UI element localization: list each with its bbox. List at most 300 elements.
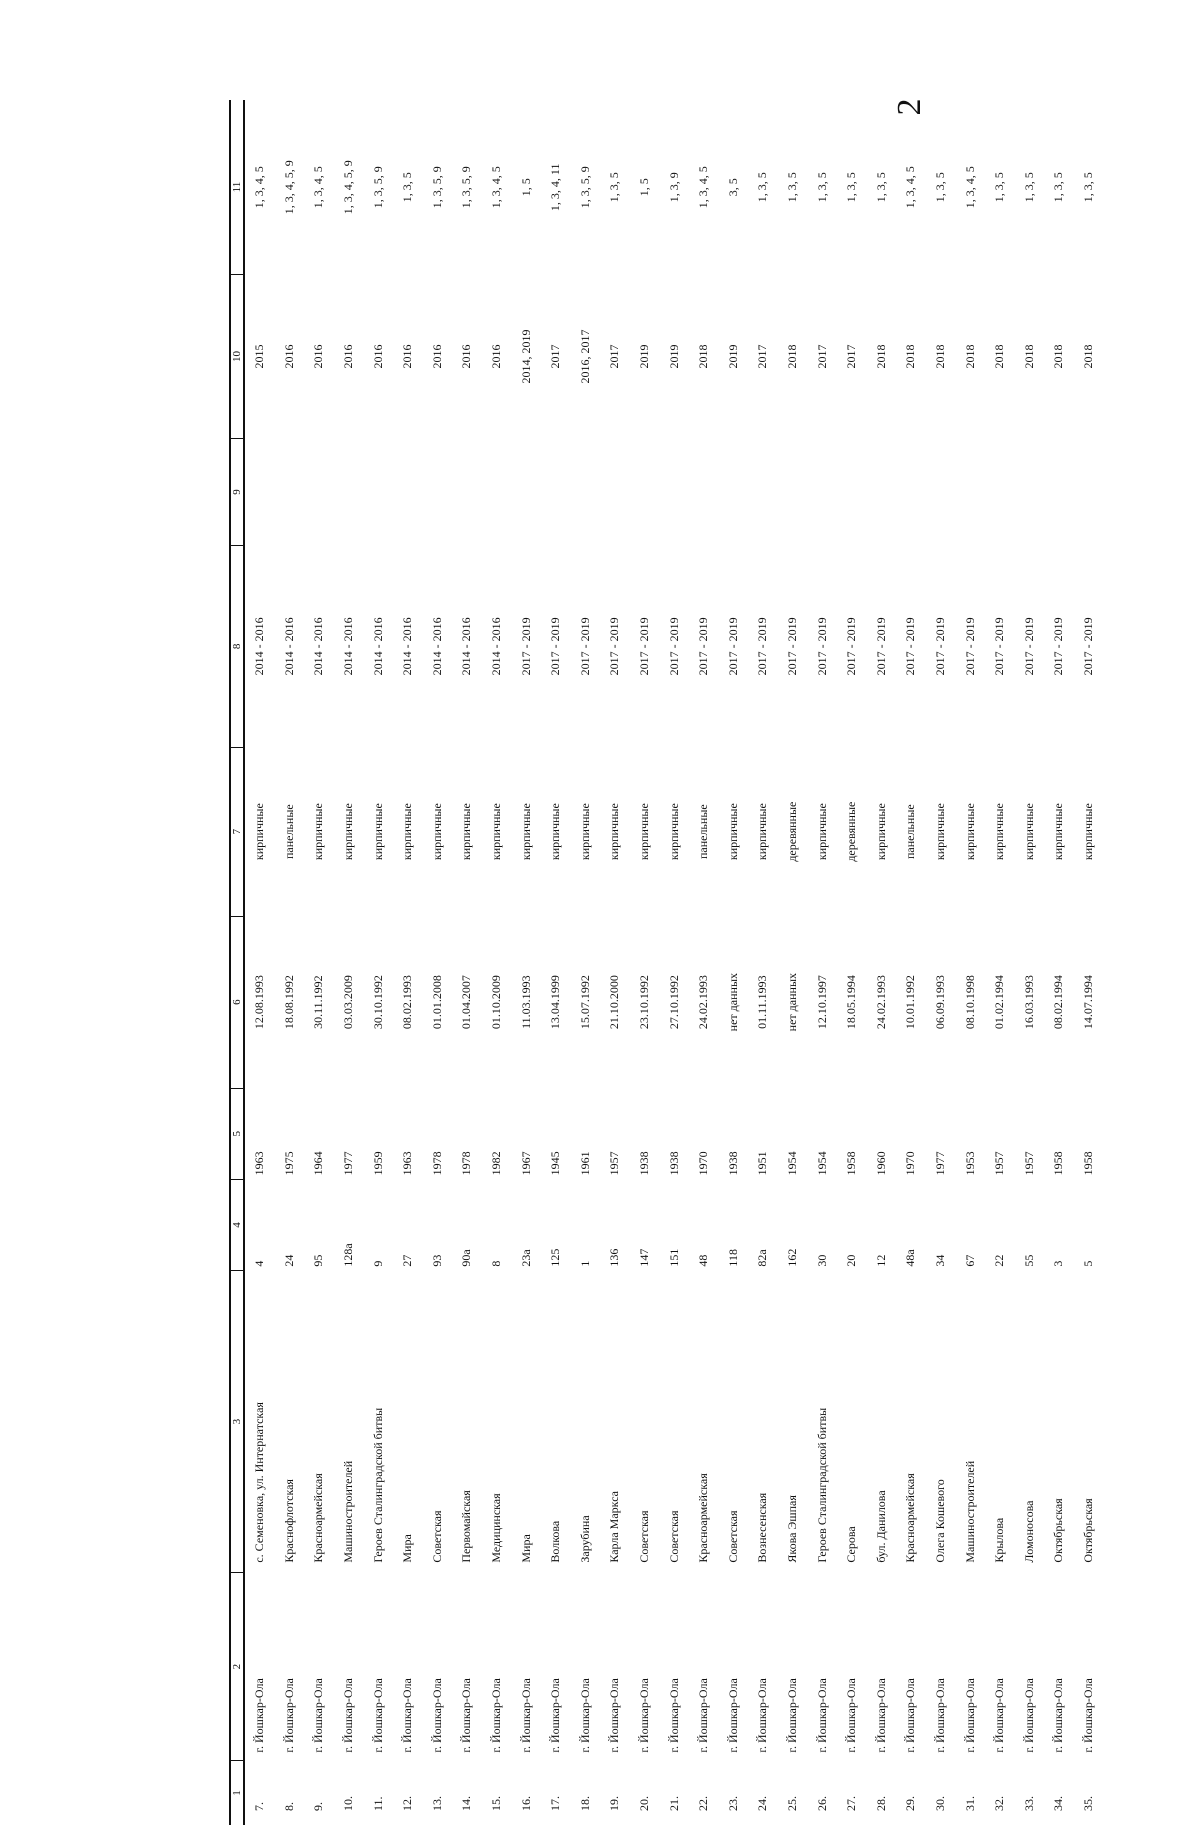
cell-num: 8. [281, 1802, 296, 1811]
cell-period: 2017 - 2019 [548, 617, 563, 676]
cell-city: г. Йошкар-Ола [1080, 1678, 1095, 1753]
cell-mat: кирпичные [755, 803, 770, 861]
cell-num: 30. [932, 1796, 947, 1811]
column-header-6: 6 [230, 916, 244, 1088]
cell-num: 7. [252, 1802, 267, 1811]
cell-date: 01.02.1994 [992, 975, 1007, 1030]
cell-street: Крылова [992, 1517, 1007, 1563]
cell-house: 90а [459, 1249, 474, 1267]
cell-year: 1960 [873, 1151, 888, 1176]
cell-plan: 2017 [755, 344, 770, 369]
cell-year: 1938 [637, 1151, 652, 1176]
cell-num: 35. [1080, 1796, 1095, 1811]
cell-blank [393, 438, 423, 545]
cell-plan: 2016 [459, 344, 474, 369]
cell-house: 151 [666, 1248, 681, 1267]
cell-year: 1951 [755, 1151, 770, 1176]
cell-street: Олега Кошевого [932, 1479, 947, 1563]
table-row [807, 100, 837, 1825]
table-row [719, 100, 749, 1825]
cell-date: 24.02.1993 [696, 975, 711, 1030]
column-header-7: 7 [230, 747, 244, 916]
cell-date: 18.08.1992 [281, 975, 296, 1030]
cell-period: 2017 - 2019 [992, 617, 1007, 676]
table-body [244, 100, 1103, 1825]
cell-num: 9. [311, 1802, 326, 1811]
cell-plan: 2018 [873, 344, 888, 369]
cell-blank [689, 438, 719, 545]
cell-period: 2014 - 2016 [429, 617, 444, 676]
column-header-1: 1 [230, 1761, 244, 1825]
cell-num: 29. [903, 1796, 918, 1811]
cell-num: 10. [341, 1796, 356, 1811]
cell-city: г. Йошкар-Ола [784, 1678, 799, 1753]
cell-year: 1959 [370, 1151, 385, 1176]
cell-street: Первомайская [459, 1490, 474, 1563]
cell-street: Октябрьская [1080, 1498, 1095, 1563]
cell-blank [452, 438, 482, 545]
cell-blank [482, 438, 512, 545]
cell-year: 1970 [903, 1151, 918, 1176]
cell-street: Карла Маркса [607, 1490, 622, 1563]
cell-plan: 2018 [1080, 344, 1095, 369]
cell-city: г. Йошкар-Ола [370, 1678, 385, 1753]
cell-num: 28. [873, 1796, 888, 1811]
cell-mat: панельные [903, 804, 918, 860]
cell-plan: 2017 [607, 344, 622, 369]
cell-blank [955, 438, 985, 545]
cell-year: 1970 [696, 1151, 711, 1176]
cell-street: Советская [725, 1510, 740, 1563]
table-row [304, 100, 334, 1825]
cell-works: 1, 3, 5 [1021, 172, 1036, 203]
cell-mat: кирпичные [962, 803, 977, 861]
table-row [689, 100, 719, 1825]
table-row [423, 100, 453, 1825]
cell-date: 03.03.2009 [341, 975, 356, 1030]
buildings-table [229, 100, 1103, 1825]
table-row [866, 100, 896, 1825]
cell-city: г. Йошкар-Ола [311, 1678, 326, 1753]
cell-num: 33. [1021, 1796, 1036, 1811]
cell-blank [659, 438, 689, 545]
table-row [275, 100, 305, 1825]
cell-blank [807, 438, 837, 545]
cell-date: 08.10.1998 [962, 975, 977, 1030]
cell-num: 31. [962, 1796, 977, 1811]
table-row [837, 100, 867, 1825]
cell-date: нет данных [725, 972, 740, 1032]
cell-mat: деревянные [784, 801, 799, 862]
cell-mat: кирпичные [607, 803, 622, 861]
cell-street: Героев Сталинградской битвы [370, 1407, 385, 1563]
cell-period: 2014 - 2016 [281, 617, 296, 676]
table-row [926, 100, 956, 1825]
cell-plan: 2018 [903, 344, 918, 369]
cell-year: 1957 [992, 1151, 1007, 1176]
cell-date: 08.02.1993 [400, 975, 415, 1030]
cell-works: 1, 3, 5 [873, 172, 888, 203]
cell-mat: деревянные [844, 801, 859, 862]
cell-plan: 2017 [844, 344, 859, 369]
table-row [630, 100, 660, 1825]
cell-mat: кирпичные [489, 803, 504, 861]
cell-period: 2017 - 2019 [518, 617, 533, 676]
table-row [541, 100, 571, 1825]
cell-blank [748, 438, 778, 545]
cell-city: г. Йошкар-Ола [725, 1678, 740, 1753]
cell-city: г. Йошкар-Ола [518, 1678, 533, 1753]
cell-period: 2017 - 2019 [784, 617, 799, 676]
cell-period: 2017 - 2019 [903, 617, 918, 676]
cell-street: Медицинская [489, 1493, 504, 1563]
cell-works: 1, 3, 5 [844, 172, 859, 203]
cell-period: 2017 - 2019 [932, 617, 947, 676]
cell-num: 32. [992, 1796, 1007, 1811]
cell-year: 1938 [725, 1151, 740, 1176]
cell-street: Машиностроителей [962, 1460, 977, 1563]
cell-num: 21. [666, 1796, 681, 1811]
cell-blank [363, 438, 393, 545]
cell-num: 15. [489, 1796, 504, 1811]
cell-city: г. Йошкар-Ола [459, 1678, 474, 1753]
cell-plan: 2014, 2019 [518, 329, 533, 384]
cell-city: г. Йошкар-Ола [637, 1678, 652, 1753]
cell-num: 26. [814, 1796, 829, 1811]
cell-works: 1, 3, 5 [784, 172, 799, 203]
cell-plan: 2016 [400, 344, 415, 369]
cell-house: 93 [429, 1254, 444, 1267]
cell-house: 55 [1021, 1254, 1036, 1267]
cell-works: 1, 3, 4, 5, 9 [281, 160, 296, 215]
cell-period: 2017 - 2019 [873, 617, 888, 676]
cell-street: Октябрьская [1051, 1498, 1066, 1563]
cell-city: г. Йошкар-Ола [696, 1678, 711, 1753]
cell-period: 2014 - 2016 [341, 617, 356, 676]
cell-mat: кирпичные [1021, 803, 1036, 861]
cell-year: 1963 [252, 1151, 267, 1176]
cell-blank [1044, 438, 1074, 545]
cell-year: 1964 [311, 1151, 326, 1176]
cell-house: 147 [637, 1248, 652, 1267]
cell-street: Зарубина [577, 1515, 592, 1563]
cell-date: 14.07.1994 [1080, 975, 1095, 1030]
cell-works: 1, 3, 5 [607, 172, 622, 203]
cell-street: Советская [666, 1510, 681, 1563]
cell-house: 24 [281, 1254, 296, 1267]
cell-mat: кирпичные [1080, 803, 1095, 861]
cell-works: 1, 3, 4, 5 [962, 166, 977, 209]
cell-city: г. Йошкар-Ола [873, 1678, 888, 1753]
cell-year: 1982 [489, 1151, 504, 1176]
cell-house: 3 [1051, 1260, 1066, 1267]
cell-house: 23а [518, 1249, 533, 1267]
cell-mat: кирпичные [459, 803, 474, 861]
table-row [363, 100, 393, 1825]
cell-plan: 2016, 2017 [577, 329, 592, 384]
cell-works: 1, 3, 5 [1080, 172, 1095, 203]
column-header-8: 8 [230, 546, 244, 747]
cell-mat: кирпичные [666, 803, 681, 861]
cell-blank [926, 438, 956, 545]
column-header-5: 5 [230, 1088, 244, 1179]
cell-period: 2017 - 2019 [666, 617, 681, 676]
cell-date: 01.11.1993 [755, 975, 770, 1029]
cell-year: 1957 [607, 1151, 622, 1176]
cell-num: 22. [696, 1796, 711, 1811]
cell-blank [778, 438, 808, 545]
cell-street: Красноармейская [311, 1473, 326, 1563]
cell-works: 1, 3, 4, 5 [696, 166, 711, 209]
cell-num: 27. [844, 1796, 859, 1811]
column-header-11: 11 [230, 100, 244, 275]
cell-works: 1, 3, 5, 9 [577, 166, 592, 209]
cell-works: 1, 3, 5, 9 [459, 166, 474, 209]
cell-house: 48а [903, 1249, 918, 1267]
table-row [1074, 100, 1104, 1825]
cell-city: г. Йошкар-Ола [577, 1678, 592, 1753]
table-row [334, 100, 364, 1825]
page-number: 2 [891, 98, 928, 116]
cell-plan: 2016 [489, 344, 504, 369]
cell-blank [571, 438, 601, 545]
cell-house: 22 [992, 1254, 1007, 1267]
cell-house: 8 [489, 1260, 504, 1267]
cell-house: 20 [844, 1254, 859, 1267]
cell-street: Советская [429, 1510, 444, 1563]
cell-date: 30.11.1992 [311, 975, 326, 1029]
cell-city: г. Йошкар-Ола [489, 1678, 504, 1753]
table-row [571, 100, 601, 1825]
cell-period: 2014 - 2016 [370, 617, 385, 676]
cell-year: 1961 [577, 1151, 592, 1176]
cell-date: 01.01.2008 [429, 975, 444, 1030]
cell-works: 1, 3, 4, 5 [489, 166, 504, 209]
cell-plan: 2019 [666, 344, 681, 369]
cell-num: 12. [400, 1796, 415, 1811]
cell-year: 1975 [281, 1151, 296, 1176]
cell-blank [244, 438, 275, 545]
cell-num: 14. [459, 1796, 474, 1811]
cell-plan: 2018 [1051, 344, 1066, 369]
cell-period: 2014 - 2016 [400, 617, 415, 676]
cell-period: 2017 - 2019 [696, 617, 711, 676]
cell-city: г. Йошкар-Ола [1051, 1678, 1066, 1753]
cell-city: г. Йошкар-Ола [548, 1678, 563, 1753]
cell-period: 2017 - 2019 [962, 617, 977, 676]
table-row [896, 100, 926, 1825]
cell-plan: 2018 [932, 344, 947, 369]
cell-street: Мира [400, 1534, 415, 1563]
cell-num: 24. [755, 1796, 770, 1811]
cell-year: 1977 [932, 1151, 947, 1176]
cell-num: 34. [1051, 1796, 1066, 1811]
cell-works: 1, 3, 4, 5 [252, 166, 267, 209]
cell-date: 30.10.1992 [370, 975, 385, 1030]
cell-blank [541, 438, 571, 545]
cell-year: 1938 [666, 1151, 681, 1176]
cell-house: 67 [962, 1254, 977, 1267]
cell-plan: 2017 [814, 344, 829, 369]
cell-works: 1, 3, 4, 5 [311, 166, 326, 209]
cell-year: 1954 [784, 1151, 799, 1176]
cell-mat: кирпичные [518, 803, 533, 861]
cell-plan: 2016 [281, 344, 296, 369]
cell-year: 1958 [1080, 1151, 1095, 1176]
cell-year: 1957 [1021, 1151, 1036, 1176]
cell-mat: кирпичные [311, 803, 326, 861]
cell-house: 12 [873, 1254, 888, 1267]
cell-city: г. Йошкар-Ола [400, 1678, 415, 1753]
table-row [1044, 100, 1074, 1825]
cell-date: 15.07.1992 [577, 975, 592, 1030]
table-row [748, 100, 778, 1825]
cell-date: 16.03.1993 [1021, 975, 1036, 1030]
cell-works: 1, 3, 5, 9 [429, 166, 444, 209]
cell-plan: 2019 [637, 344, 652, 369]
cell-blank [423, 438, 453, 545]
cell-year: 1945 [548, 1151, 563, 1176]
cell-street: Мира [518, 1534, 533, 1563]
cell-works: 1, 3, 9 [666, 172, 681, 203]
cell-house: 162 [784, 1248, 799, 1267]
cell-street: Героев Сталинградской битвы [814, 1407, 829, 1563]
cell-period: 2017 - 2019 [814, 617, 829, 676]
cell-plan: 2016 [370, 344, 385, 369]
cell-city: г. Йошкар-Ола [932, 1678, 947, 1753]
cell-street: Красноармейская [903, 1473, 918, 1563]
table-row [778, 100, 808, 1825]
cell-city: г. Йошкар-Ола [844, 1678, 859, 1753]
cell-works: 1, 3, 5, 9 [370, 166, 385, 209]
cell-blank [866, 438, 896, 545]
cell-works: 1, 3, 5 [400, 172, 415, 203]
cell-city: г. Йошкар-Ола [992, 1678, 1007, 1753]
table-row [511, 100, 541, 1825]
cell-year: 1958 [1051, 1151, 1066, 1176]
cell-street: Якова Эшпая [784, 1495, 799, 1563]
cell-city: г. Йошкар-Ола [429, 1678, 444, 1753]
table-row [393, 100, 423, 1825]
cell-works: 1, 3, 5 [814, 172, 829, 203]
table-row [600, 100, 630, 1825]
cell-blank [1074, 438, 1104, 545]
cell-year: 1978 [429, 1151, 444, 1176]
cell-city: г. Йошкар-Ола [814, 1678, 829, 1753]
cell-plan: 2019 [725, 344, 740, 369]
cell-num: 20. [637, 1796, 652, 1811]
cell-blank [837, 438, 867, 545]
cell-num: 25. [784, 1796, 799, 1811]
cell-city: г. Йошкар-Ола [1021, 1678, 1036, 1753]
cell-year: 1967 [518, 1151, 533, 1176]
rotated-table-container [229, 100, 1095, 1825]
cell-num: 18. [577, 1796, 592, 1811]
cell-house: 34 [932, 1254, 947, 1267]
cell-num: 19. [607, 1796, 622, 1811]
cell-date: 21.10.2000 [607, 975, 622, 1030]
cell-house: 1 [577, 1260, 592, 1267]
table-row [659, 100, 689, 1825]
cell-plan: 2018 [1021, 344, 1036, 369]
cell-street: Вознесенская [755, 1492, 770, 1563]
cell-works: 1, 3, 5 [992, 172, 1007, 203]
cell-house: 27 [400, 1254, 415, 1267]
cell-period: 2017 - 2019 [844, 617, 859, 676]
cell-period: 2014 - 2016 [252, 617, 267, 676]
cell-mat: кирпичные [1051, 803, 1066, 861]
cell-mat: кирпичные [637, 803, 652, 861]
table-row [955, 100, 985, 1825]
cell-date: 01.04.2007 [459, 975, 474, 1030]
cell-date: 27.10.1992 [666, 975, 681, 1030]
cell-house: 128а [341, 1243, 356, 1267]
table-row [452, 100, 482, 1825]
table-row [985, 100, 1015, 1825]
cell-date: 13.04.1999 [548, 975, 563, 1030]
cell-plan: 2018 [992, 344, 1007, 369]
table-row [244, 100, 275, 1825]
cell-city: г. Йошкар-Ола [666, 1678, 681, 1753]
cell-street: Волкова [548, 1520, 563, 1563]
cell-blank [304, 438, 334, 545]
cell-works: 1, 3, 5 [932, 172, 947, 203]
cell-house: 82а [755, 1249, 770, 1267]
cell-date: 11.03.1993 [518, 975, 533, 1029]
cell-mat: кирпичные [370, 803, 385, 861]
table-row [482, 100, 512, 1825]
cell-date: 12.08.1993 [252, 975, 267, 1030]
cell-period: 2017 - 2019 [1021, 617, 1036, 676]
cell-year: 1953 [962, 1151, 977, 1176]
cell-blank [630, 438, 660, 545]
cell-date: 18.05.1994 [844, 975, 859, 1030]
cell-date: 06.09.1993 [932, 975, 947, 1030]
cell-street: Красноармейская [696, 1473, 711, 1563]
cell-period: 2017 - 2019 [1051, 617, 1066, 676]
cell-mat: кирпичные [992, 803, 1007, 861]
cell-city: г. Йошкар-Ола [755, 1678, 770, 1753]
cell-blank [600, 438, 630, 545]
cell-mat: кирпичные [873, 803, 888, 861]
cell-year: 1954 [814, 1151, 829, 1176]
cell-city: г. Йошкар-Ола [281, 1678, 296, 1753]
cell-house: 9 [370, 1260, 385, 1267]
cell-street: Серова [844, 1526, 859, 1563]
cell-date: 01.10.2009 [489, 975, 504, 1030]
cell-mat: кирпичные [429, 803, 444, 861]
cell-period: 2014 - 2016 [459, 617, 474, 676]
cell-num: 16. [518, 1796, 533, 1811]
cell-plan: 2016 [341, 344, 356, 369]
cell-mat: кирпичные [725, 803, 740, 861]
cell-date: 12.10.1997 [814, 975, 829, 1030]
cell-period: 2017 - 2019 [577, 617, 592, 676]
cell-works: 1, 5 [637, 178, 652, 197]
cell-year: 1963 [400, 1151, 415, 1176]
cell-works: 1, 3, 4, 11 [548, 163, 563, 212]
cell-year: 1978 [459, 1151, 474, 1176]
cell-house: 95 [311, 1254, 326, 1267]
cell-period: 2017 - 2019 [607, 617, 622, 676]
column-header-2: 2 [230, 1573, 244, 1761]
cell-street: с. Семеновка, ул. Интернатская [252, 1402, 267, 1563]
cell-period: 2014 - 2016 [489, 617, 504, 676]
cell-house: 5 [1080, 1260, 1095, 1267]
cell-city: г. Йошкар-Ола [607, 1678, 622, 1753]
cell-house: 118 [725, 1249, 740, 1267]
cell-plan: 2016 [311, 344, 326, 369]
